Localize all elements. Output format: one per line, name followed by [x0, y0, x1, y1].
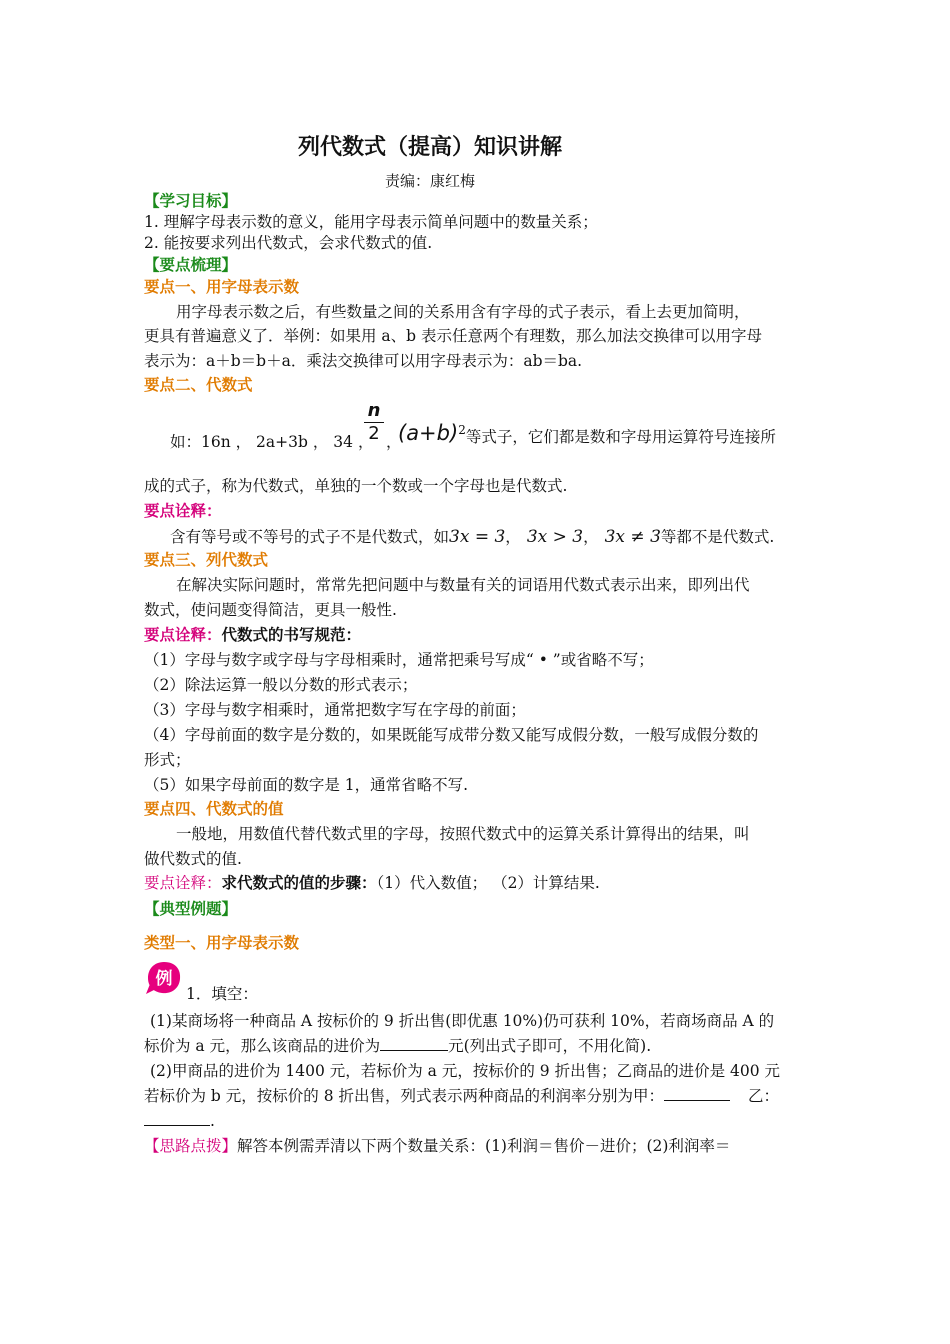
fraction-n-over-2: [364, 400, 384, 445]
answer-blank[interactable]: [664, 1086, 730, 1101]
hint-text: 解答本例需弄清以下两个数量关系：(1)利润＝售价－进价；(2)利润率＝: [237, 1137, 731, 1155]
paragraph-line: 表示为：a＋b＝b＋a．乘法交换律可以用字母表示为：ab＝ba.: [144, 352, 583, 370]
note-bold: 求代数式的值的步骤：: [221, 874, 377, 892]
note-label: 要点诠释：: [144, 874, 222, 892]
section-title: 要点四、代数式的值: [144, 800, 284, 818]
note-heading: [144, 625, 809, 645]
page-title: 列代数式（提高）知识讲解: [297, 135, 562, 160]
example-badge-icon: [146, 960, 182, 996]
rule-item: 形式；: [144, 751, 191, 769]
fraction-denominator: 2: [368, 423, 380, 444]
rule-item: （3）字母与数字相乘时，通常把数字写在字母的前面；: [144, 701, 526, 719]
note-line: 含有等号或不等号的式子不是代数式，如3x = 3， 3x > 3， 3x ≠ 3等都不是代数式.: [170, 527, 775, 547]
note-suffix: 等都不是代数式.: [660, 528, 775, 546]
example-text: .: [210, 1112, 215, 1130]
note-bold: 代数式的书写规范：: [221, 626, 362, 644]
rule-item: （1）字母与数字或字母与字母相乘时，通常把乘号写成“ • ”或省略不写；: [144, 651, 654, 669]
fraction-numerator: n: [364, 400, 384, 423]
rule-item: （5）如果字母前面的数字是 1，通常省略不写.: [144, 776, 469, 794]
expression-line: [398, 420, 818, 445]
example-line: (1)某商场将一种商品 A 按标价的 9 折出售(即优惠 10%)仍可获利 10%，若商场商品 A 的: [150, 1012, 775, 1030]
section-title: 要点一、用字母表示数: [144, 278, 300, 296]
example-badge-label: 例: [155, 969, 173, 989]
paragraph-line: 做代数式的值.: [144, 850, 242, 868]
note-label: 要点诠释：: [144, 502, 222, 520]
example-text: 元(列出式子即可，不用化简).: [448, 1037, 652, 1055]
example-text: 标价为 a 元，那么该商品的进价为: [144, 1037, 381, 1055]
example-text: 若标价为 b 元，按标价的 8 折出售，列式表示两种商品的利润率分别为甲：: [144, 1087, 664, 1105]
note-label: 要点诠释：: [144, 626, 222, 644]
example-line: [144, 1036, 809, 1056]
paragraph-line: 数式，使问题变得简洁，更具一般性.: [144, 601, 397, 619]
example-line: [144, 1111, 809, 1131]
exponent: 2: [458, 423, 466, 437]
answer-blank[interactable]: [144, 1111, 210, 1126]
hint-label: 【思路点拨】: [144, 1137, 238, 1155]
paragraph-line: 成的式子，称为代数式，单独的一个数或一个字母也是代数式.: [144, 477, 568, 495]
examples-prefix: 如：16n ， 2a+3b ， 34 ，: [170, 433, 374, 451]
example-text: 乙：: [748, 1087, 780, 1105]
section-title: 要点二、代数式: [144, 376, 253, 394]
math-not-equal: 3x ≠ 3: [604, 527, 661, 547]
section-title: 要点三、列代数式: [144, 551, 269, 569]
expression-suffix: 等式子，它们都是数和字母用运算符号连接所: [465, 428, 776, 447]
paragraph-line: 在解决实际问题时，常常先把问题中与数量有关的词语用代数式表示出来，即列出代: [176, 576, 750, 594]
objective-item: 2. 能按要求列出代数式，会求代数式的值.: [144, 234, 433, 252]
hint-line: [144, 1136, 809, 1156]
math-equation: 3x = 3: [449, 527, 506, 547]
squared-expression: (a+b): [398, 421, 459, 446]
rule-item: （4）字母前面的数字是分数的，如果既能写成带分数又能写成假分数，一般写成假分数的: [144, 726, 759, 744]
objectives-header: 【学习目标】: [144, 192, 238, 210]
paragraph-line: 更具有普遍意义了．举例：如果用 a、b 表示任意两个有理数，那么加法交换律可以用字母: [144, 327, 763, 345]
example-line: (2)甲商品的进价为 1400 元，若标价为 a 元，按标价的 9 折出售；乙商品的进价是 400 元: [150, 1062, 781, 1080]
rule-item: （2）除法运算一般以分数的形式表示；: [144, 676, 418, 694]
points-header: 【要点梳理】: [144, 256, 238, 274]
math-inequality: 3x > 3: [526, 527, 584, 547]
note-rest: （1）代入数值； （2）计算结果.: [376, 874, 600, 892]
answer-blank[interactable]: [380, 1036, 448, 1051]
example-line: [144, 1086, 809, 1106]
type-title: 类型一、用字母表示数: [144, 934, 300, 952]
document-page: 列代数式（提高）知识讲解 责编：康红梅 【学习目标】 1. 理解字母表示数的意义，能用字母表示简单问题中的数量关系； 2. 能按要求列出代数式，会求代数式的值. 【要点梳理】 要点一、用字母表示数 用字母表示数之后，有些数量之间的关系用含有字母的式子表示，看上去更加简明， 更具有普遍意义了．举例：如果用 a、b 表示任意两个有理数，那么加法交换律可以用字母 表示为：a＋b＝b＋a．乘法交换律可以用字母表示为：ab＝ba. 要点二、代数式 如：16n ， 2a+3b ， 34 ， $\frac{n}{2}$ ， $(a+b)^2$等式子，它们都是数和字母用运算符号连接所 成的式子，称为代数式，单独的一个数或一个字母也是代数式. 要点诠释： 含有等号或不等号的式子不是代数式，如3x = 3， 3x > 3， 3x ≠ 3等都不是代数式. 要点三、列代数式 在解决实际问题时，常常先把问题中与数量有关的词语用代数式表示出来，即列出代 数式，使问题变得简洁，更具一般性. 要点诠释：代数式的书写规范： （1）字母与数字或字母与字母相乘时，通常把乘号写成“ • ”或省略不写； （2）除法运算一般以分数的形式表示； （3）字母与数字相乘时，通常把数字写在字母的前面； （4）字母前面的数字是分数的，如果既能写成带分数又能写成假分数，一般写成假分数的 形式； （5）如果字母前面的数字是 1，通常省略不写. 要点四、代数式的值 一般地，用数值代替代数式里的字母，按照代数式中的运算关系计算得出的结果，叫 做代数式的值. 要点诠释：求代数式的值的步骤：（1）代入数值； （2）计算结果. 【典型例题】 类型一、用字母表示数 例 1．填空： (1)某商场将一种商品 A 按标价的 9 折出售(即优惠 10%)仍可获利 10%，若商场商品 A 的 标价为 a 元，那么该商品的进价为 元(列出式子即可，不用化简). (2)甲商品的进价为 1400 元，若标价为 a 元，按标价的 9 折出售；乙商品的进价是 400 元 若标价为 b 元，按标价的 8 折出售，列式表示两种商品的利润率分别为甲： 乙： . 【思路点拨】解答本例需弄清以下两个数量关系：(1)利润＝售价－进价；(2)利润率＝: [0, 0, 950, 1344]
paragraph-line: 用字母表示数之后，有些数量之间的关系用含有字母的式子表示，看上去更加简明，: [176, 303, 750, 321]
note-prefix: 含有等号或不等号的式子不是代数式，如: [170, 528, 450, 546]
objective-item: 1. 理解字母表示数的意义，能用字母表示简单问题中的数量关系；: [144, 213, 598, 231]
paragraph-line: 一般地，用数值代替代数式里的字母，按照代数式中的运算关系计算得出的结果，叫: [176, 825, 750, 843]
note-heading: [144, 873, 809, 893]
examples-header: 【典型例题】: [144, 900, 238, 918]
example-heading: 1．填空：: [186, 985, 258, 1003]
author-line: 责编：康红梅: [384, 172, 475, 190]
